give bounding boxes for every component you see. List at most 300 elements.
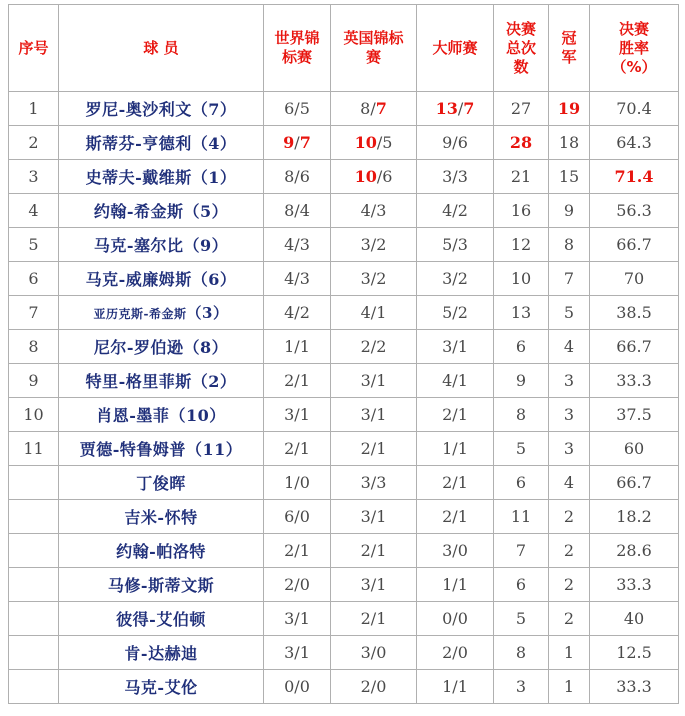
win-rate-value: 12.5 — [616, 643, 652, 662]
player-name: 约翰-希金斯 — [93, 202, 184, 221]
uk-finals-cell — [331, 636, 417, 670]
slash-separator: / — [452, 405, 458, 424]
player-name: 吉米-怀特 — [124, 508, 198, 527]
uk-finals-cell — [331, 466, 417, 500]
uk-finals-won: 1 — [376, 507, 387, 526]
slash-separator: / — [370, 541, 377, 560]
world-finals-cell — [264, 262, 331, 296]
masters-finals-played: 5 — [442, 235, 453, 254]
win-rate-cell — [590, 432, 679, 466]
uk-finals-played: 3 — [360, 269, 371, 288]
world-finals-won: 3 — [299, 269, 310, 288]
win-rate-cell — [590, 534, 679, 568]
player-rank: （4） — [191, 134, 237, 153]
table-row — [9, 602, 679, 636]
row-index: 2 — [9, 126, 59, 160]
world-finals-cell — [264, 432, 331, 466]
win-rate-value: 33.3 — [616, 575, 652, 594]
slash-separator: / — [457, 99, 464, 118]
slash-separator: / — [452, 201, 458, 220]
masters-finals-cell — [417, 670, 494, 704]
player-name-cell — [59, 432, 264, 466]
slash-separator: / — [294, 507, 300, 526]
total-finals-cell — [494, 126, 549, 160]
uk-finals-won: 0 — [376, 677, 387, 696]
masters-finals-cell — [417, 160, 494, 194]
masters-finals-won: 3 — [457, 167, 468, 186]
win-rate-cell — [590, 398, 679, 432]
world-finals-played: 4 — [284, 269, 295, 288]
player-name-cell — [59, 296, 264, 330]
masters-finals-played: 2 — [442, 643, 453, 662]
masters-finals-played: 5 — [442, 303, 453, 322]
table-row — [9, 568, 679, 602]
player-name-cell — [59, 92, 264, 126]
table-row — [9, 194, 679, 228]
titles-value: 2 — [563, 609, 575, 628]
player-name-cell — [59, 262, 264, 296]
titles-cell — [549, 466, 590, 500]
win-rate-cell — [590, 466, 679, 500]
win-rate-cell — [590, 670, 679, 704]
world-finals-cell — [264, 194, 331, 228]
titles-value: 4 — [563, 473, 575, 492]
masters-finals-won: 1 — [457, 677, 468, 696]
slash-separator: / — [294, 643, 300, 662]
world-finals-won: 1 — [299, 643, 310, 662]
world-finals-cell — [264, 602, 331, 636]
masters-finals-cell — [417, 228, 494, 262]
titles-cell — [549, 568, 590, 602]
titles-value: 18 — [558, 133, 580, 152]
header-index: 序号 — [9, 5, 59, 92]
masters-finals-cell — [417, 534, 494, 568]
slash-separator: / — [376, 167, 383, 186]
player-name: 彼得-艾伯顿 — [116, 610, 206, 629]
player-name-cell — [59, 534, 264, 568]
uk-finals-cell — [331, 296, 417, 330]
uk-finals-played: 4 — [360, 303, 371, 322]
total-finals-value: 10 — [510, 269, 532, 288]
win-rate-cell — [590, 602, 679, 636]
masters-finals-cell — [417, 500, 494, 534]
total-finals-cell — [494, 466, 549, 500]
slash-separator: / — [294, 405, 300, 424]
uk-finals-cell — [331, 568, 417, 602]
slash-separator: / — [294, 303, 300, 322]
world-finals-played: 6 — [284, 507, 295, 526]
row-index — [9, 670, 59, 704]
player-name: 贾德-特鲁姆普 — [79, 440, 186, 459]
player-rank: （8） — [183, 338, 229, 357]
row-index — [9, 500, 59, 534]
player-name-cell — [59, 466, 264, 500]
row-index: 5 — [9, 228, 59, 262]
world-finals-cell — [264, 330, 331, 364]
titles-value: 15 — [558, 167, 580, 186]
win-rate-cell — [590, 228, 679, 262]
win-rate-value: 28.6 — [616, 541, 652, 560]
world-finals-won: 2 — [299, 303, 310, 322]
slash-separator: / — [294, 575, 300, 594]
masters-finals-played: 1 — [442, 439, 453, 458]
total-finals-cell — [494, 228, 549, 262]
world-finals-played: 1 — [284, 473, 295, 492]
win-rate-value: 66.7 — [616, 235, 652, 254]
world-finals-played: 6 — [284, 99, 295, 118]
player-name-cell — [59, 228, 264, 262]
world-finals-played: 3 — [284, 609, 295, 628]
world-finals-won: 1 — [299, 371, 310, 390]
titles-cell — [549, 296, 590, 330]
win-rate-value: 18.2 — [616, 507, 652, 526]
slash-separator: / — [370, 609, 377, 628]
player-name: 马克-威廉姆斯 — [85, 270, 192, 289]
world-finals-won: 1 — [299, 439, 310, 458]
world-finals-played: 4 — [284, 235, 295, 254]
table-row — [9, 364, 679, 398]
player-name-cell — [59, 500, 264, 534]
titles-cell — [549, 364, 590, 398]
uk-finals-won: 1 — [376, 609, 387, 628]
uk-finals-cell — [331, 398, 417, 432]
row-index — [9, 568, 59, 602]
win-rate-value: 33.3 — [616, 677, 652, 696]
career-stats-table — [8, 4, 679, 704]
world-finals-won: 6 — [299, 167, 310, 186]
player-rank: （2） — [191, 372, 237, 391]
total-finals-value: 6 — [515, 337, 527, 356]
table-row — [9, 160, 679, 194]
table-row — [9, 228, 679, 262]
masters-finals-played: 3 — [442, 541, 453, 560]
world-finals-won: 3 — [299, 235, 310, 254]
world-finals-cell — [264, 92, 331, 126]
player-name: 约翰-帕洛特 — [116, 542, 206, 561]
uk-finals-won: 1 — [376, 575, 387, 594]
slash-separator: / — [294, 99, 300, 118]
header-world-championship: 世界锦 标赛 — [264, 5, 331, 92]
win-rate-cell — [590, 364, 679, 398]
titles-cell — [549, 398, 590, 432]
masters-finals-won: 1 — [457, 405, 468, 424]
titles-value: 2 — [563, 575, 575, 594]
header-titles: 冠 军 — [549, 5, 590, 92]
table-row — [9, 466, 679, 500]
player-name: 肖恩-墨菲 — [96, 406, 170, 425]
masters-finals-cell — [417, 330, 494, 364]
total-finals-value: 27 — [510, 99, 532, 118]
total-finals-cell — [494, 432, 549, 466]
uk-finals-won: 3 — [376, 201, 387, 220]
titles-cell — [549, 330, 590, 364]
titles-cell — [549, 228, 590, 262]
total-finals-cell — [494, 500, 549, 534]
world-finals-won: 0 — [299, 677, 310, 696]
slash-separator: / — [370, 507, 377, 526]
slash-separator: / — [294, 133, 300, 152]
world-finals-won: 1 — [299, 609, 310, 628]
titles-value: 1 — [563, 677, 575, 696]
world-finals-won: 0 — [299, 507, 310, 526]
uk-finals-won: 3 — [376, 473, 387, 492]
titles-cell — [549, 92, 590, 126]
world-finals-played: 8 — [284, 167, 295, 186]
masters-finals-played: 3 — [442, 167, 453, 186]
win-rate-value: 40 — [623, 609, 645, 628]
player-name-cell — [59, 364, 264, 398]
titles-cell — [549, 194, 590, 228]
uk-finals-played: 3 — [360, 473, 371, 492]
slash-separator: / — [452, 235, 458, 254]
slash-separator: / — [452, 575, 458, 594]
uk-finals-played: 10 — [354, 167, 377, 186]
win-rate-value: 56.3 — [616, 201, 652, 220]
player-name: 尼尔-罗伯逊 — [93, 338, 184, 357]
header-win-rate: 决赛 胜率 （%） — [590, 5, 679, 92]
uk-finals-won: 1 — [376, 405, 387, 424]
total-finals-cell — [494, 568, 549, 602]
win-rate-cell — [590, 262, 679, 296]
masters-finals-cell — [417, 296, 494, 330]
row-index: 1 — [9, 92, 59, 126]
world-finals-played: 2 — [284, 371, 295, 390]
total-finals-cell — [494, 160, 549, 194]
table-row — [9, 92, 679, 126]
player-rank: （5） — [183, 202, 229, 221]
world-finals-played: 2 — [284, 541, 295, 560]
win-rate-value: 70 — [623, 269, 645, 288]
uk-finals-cell — [331, 92, 417, 126]
masters-finals-played: 2 — [442, 473, 453, 492]
total-finals-cell — [494, 534, 549, 568]
titles-value: 3 — [563, 371, 575, 390]
player-name-cell — [59, 670, 264, 704]
row-index: 8 — [9, 330, 59, 364]
world-finals-cell — [264, 670, 331, 704]
player-name: 特里-格里菲斯 — [85, 372, 192, 391]
masters-finals-played: 1 — [442, 575, 453, 594]
titles-cell — [549, 602, 590, 636]
slash-separator: / — [370, 337, 377, 356]
total-finals-cell — [494, 92, 549, 126]
uk-finals-cell — [331, 330, 417, 364]
world-finals-cell — [264, 296, 331, 330]
uk-finals-played: 2 — [360, 541, 371, 560]
table-row — [9, 636, 679, 670]
uk-finals-played: 8 — [360, 99, 371, 118]
uk-finals-cell — [331, 262, 417, 296]
world-finals-won: 4 — [299, 201, 310, 220]
uk-finals-won: 2 — [376, 269, 387, 288]
row-index — [9, 602, 59, 636]
win-rate-value: 37.5 — [616, 405, 652, 424]
table-row — [9, 126, 679, 160]
slash-separator: / — [294, 337, 300, 356]
table-row — [9, 296, 679, 330]
table-body — [9, 92, 679, 704]
total-finals-value: 3 — [515, 677, 527, 696]
uk-finals-played: 2 — [360, 337, 371, 356]
total-finals-value: 8 — [515, 405, 527, 424]
masters-finals-cell — [417, 262, 494, 296]
slash-separator: / — [370, 235, 377, 254]
uk-finals-played: 2 — [360, 677, 371, 696]
uk-finals-cell — [331, 194, 417, 228]
uk-finals-played: 4 — [360, 201, 371, 220]
win-rate-cell — [590, 296, 679, 330]
world-finals-played: 3 — [284, 643, 295, 662]
masters-finals-cell — [417, 602, 494, 636]
titles-value: 2 — [563, 541, 575, 560]
titles-cell — [549, 500, 590, 534]
masters-finals-played: 1 — [442, 677, 453, 696]
titles-value: 19 — [557, 99, 581, 118]
player-name: 史蒂夫-戴维斯 — [85, 168, 192, 187]
world-finals-won: 1 — [299, 337, 310, 356]
total-finals-cell — [494, 670, 549, 704]
player-rank: （11） — [185, 440, 243, 459]
titles-value: 4 — [563, 337, 575, 356]
uk-finals-played: 3 — [360, 643, 371, 662]
total-finals-cell — [494, 262, 549, 296]
masters-finals-won: 1 — [457, 507, 468, 526]
titles-value: 8 — [563, 235, 575, 254]
uk-finals-won: 1 — [376, 541, 387, 560]
titles-value: 1 — [563, 643, 575, 662]
player-name: 马修-斯蒂文斯 — [107, 576, 215, 595]
uk-finals-played: 3 — [360, 575, 371, 594]
row-index: 4 — [9, 194, 59, 228]
world-finals-cell — [264, 534, 331, 568]
uk-finals-cell — [331, 534, 417, 568]
titles-cell — [549, 670, 590, 704]
masters-finals-won: 2 — [457, 303, 468, 322]
masters-finals-played: 3 — [442, 269, 453, 288]
uk-finals-won: 1 — [376, 439, 387, 458]
masters-finals-cell — [417, 636, 494, 670]
slash-separator: / — [370, 371, 377, 390]
header-masters: 大师赛 — [417, 5, 494, 92]
uk-finals-won: 2 — [376, 235, 387, 254]
table-row — [9, 330, 679, 364]
uk-finals-played: 10 — [354, 133, 377, 152]
table-row — [9, 500, 679, 534]
masters-finals-played: 2 — [442, 405, 453, 424]
win-rate-cell — [590, 636, 679, 670]
slash-separator: / — [452, 439, 458, 458]
masters-finals-cell — [417, 466, 494, 500]
titles-cell — [549, 636, 590, 670]
slash-separator: / — [370, 303, 377, 322]
slash-separator: / — [370, 439, 377, 458]
win-rate-value: 70.4 — [616, 99, 652, 118]
slash-separator: / — [294, 371, 300, 390]
total-finals-cell — [494, 194, 549, 228]
titles-cell — [549, 126, 590, 160]
table-row — [9, 534, 679, 568]
masters-finals-cell — [417, 126, 494, 160]
world-finals-played: 8 — [284, 201, 295, 220]
world-finals-cell — [264, 466, 331, 500]
slash-separator: / — [370, 201, 377, 220]
win-rate-cell — [590, 500, 679, 534]
world-finals-played: 2 — [284, 439, 295, 458]
masters-finals-cell — [417, 194, 494, 228]
world-finals-cell — [264, 568, 331, 602]
slash-separator: / — [452, 303, 458, 322]
player-rank: （7） — [191, 100, 237, 119]
row-index — [9, 636, 59, 670]
uk-finals-cell — [331, 500, 417, 534]
uk-finals-cell — [331, 602, 417, 636]
titles-value: 7 — [563, 269, 575, 288]
win-rate-value: 66.7 — [616, 337, 652, 356]
player-name: 斯蒂芬-亨德利 — [85, 134, 192, 153]
row-index: 9 — [9, 364, 59, 398]
slash-separator: / — [370, 405, 377, 424]
win-rate-value: 64.3 — [616, 133, 652, 152]
row-index: 10 — [9, 398, 59, 432]
win-rate-cell — [590, 330, 679, 364]
slash-separator: / — [294, 201, 300, 220]
player-rank: （9） — [183, 236, 229, 255]
masters-finals-won: 1 — [457, 337, 468, 356]
masters-finals-played: 13 — [435, 99, 458, 118]
uk-finals-cell — [331, 126, 417, 160]
win-rate-cell — [590, 160, 679, 194]
world-finals-won: 5 — [299, 99, 310, 118]
win-rate-cell — [590, 194, 679, 228]
player-name-cell — [59, 126, 264, 160]
slash-separator: / — [294, 541, 300, 560]
uk-finals-played: 3 — [360, 371, 371, 390]
total-finals-value: 6 — [515, 575, 527, 594]
win-rate-value: 71.4 — [614, 167, 654, 186]
header-total-finals: 决赛 总次 数 — [494, 5, 549, 92]
player-name-cell — [59, 568, 264, 602]
slash-separator: / — [452, 677, 458, 696]
player-name: 罗尼-奥沙利文 — [85, 100, 192, 119]
slash-separator: / — [294, 235, 300, 254]
win-rate-value: 60 — [623, 439, 645, 458]
uk-finals-won: 5 — [382, 133, 393, 152]
player-name: 肯-达赫迪 — [124, 644, 198, 663]
uk-finals-won: 6 — [382, 167, 393, 186]
uk-finals-won: 1 — [376, 371, 387, 390]
player-name-cell — [59, 330, 264, 364]
masters-finals-won: 0 — [457, 609, 468, 628]
slash-separator: / — [452, 541, 458, 560]
masters-finals-won: 2 — [457, 269, 468, 288]
uk-finals-played: 3 — [360, 405, 371, 424]
uk-finals-cell — [331, 432, 417, 466]
total-finals-value: 12 — [510, 235, 532, 254]
titles-value: 2 — [563, 507, 575, 526]
masters-finals-won: 0 — [457, 643, 468, 662]
player-name: 马克-艾伦 — [124, 678, 198, 697]
total-finals-value: 8 — [515, 643, 527, 662]
slash-separator: / — [452, 337, 458, 356]
uk-finals-won: 7 — [375, 99, 387, 118]
total-finals-value: 7 — [515, 541, 527, 560]
row-index: 11 — [9, 432, 59, 466]
total-finals-cell — [494, 602, 549, 636]
masters-finals-won: 6 — [457, 133, 468, 152]
world-finals-played: 1 — [284, 337, 295, 356]
slash-separator: / — [452, 609, 458, 628]
masters-finals-played: 2 — [442, 507, 453, 526]
